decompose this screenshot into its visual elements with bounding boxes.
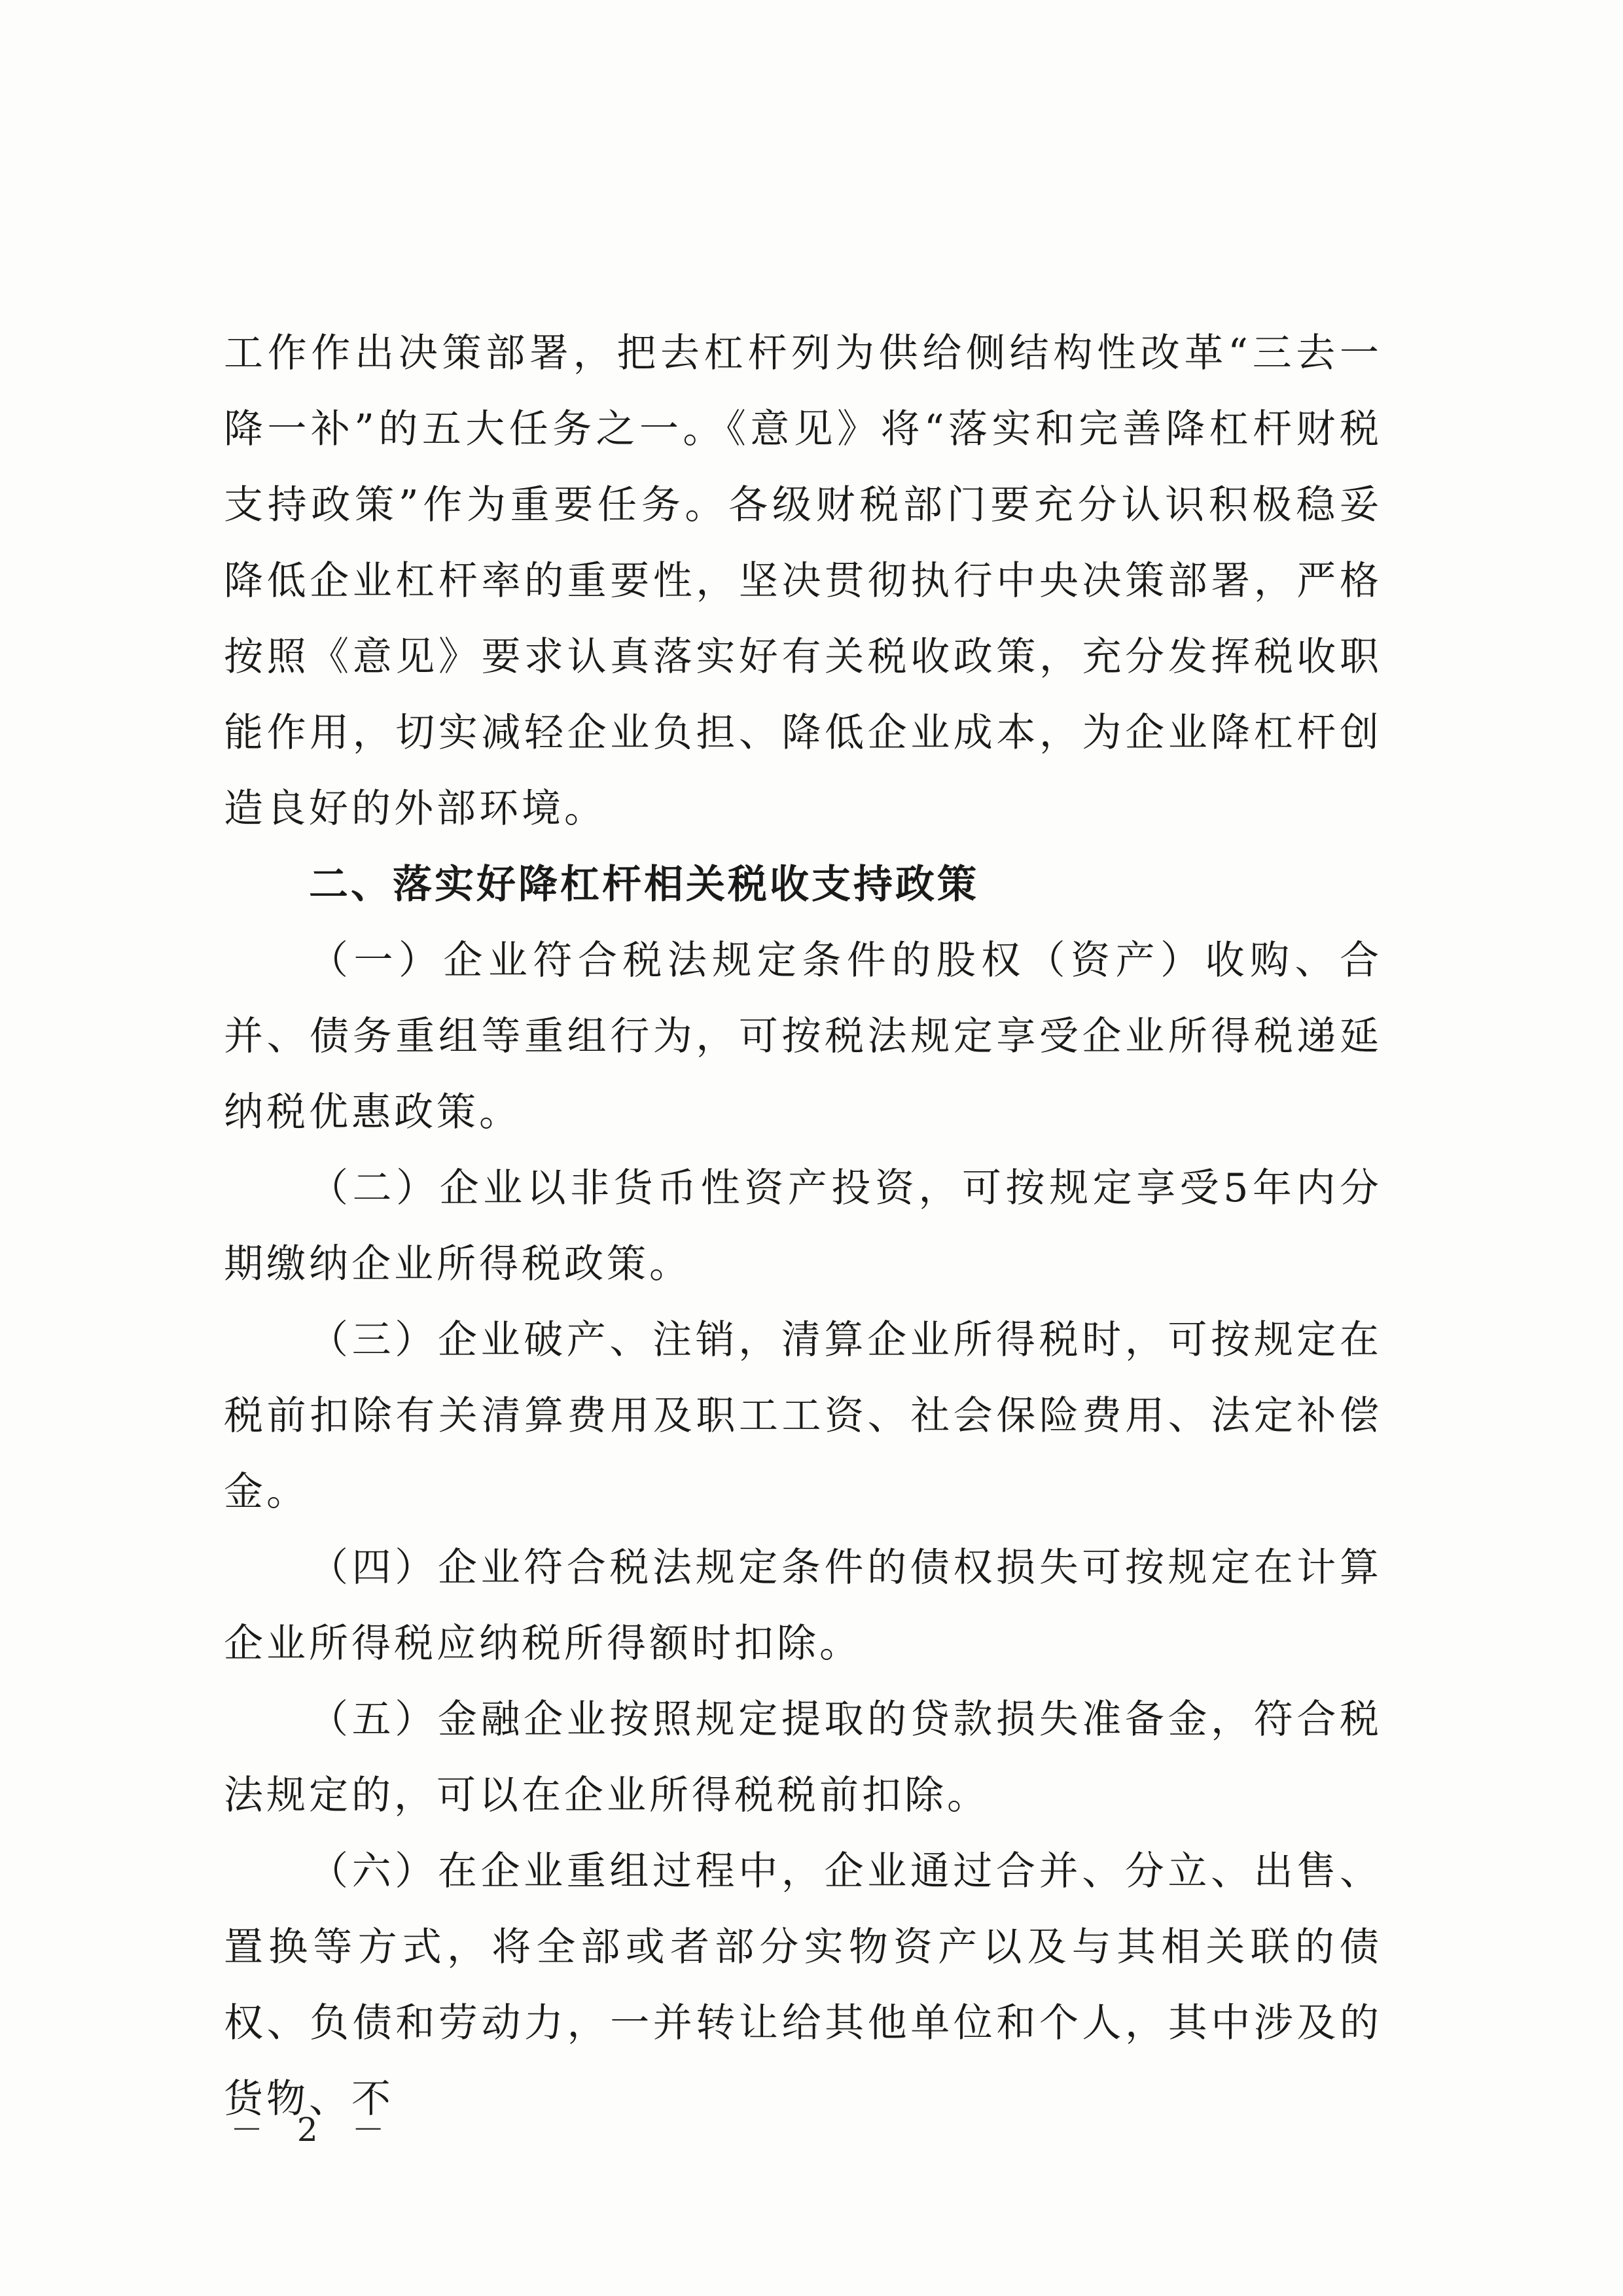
policy-item-6: （六）在企业重组过程中，企业通过合并、分立、出售、置换等方式，将全部或者部分实物资产以及与其相关联的债权、负债和劳动力，一并转让给其他单位和个人，其中涉及的货物、不 bbox=[224, 1848, 1382, 2122]
policy-item-2: （二）企业以非货币性资产投资，可按规定享受5年内分期缴纳企业所得税政策。 bbox=[224, 1165, 1382, 1287]
section-heading: 二、落实好降杠杆相关税收支持政策 bbox=[309, 862, 979, 908]
policy-item-4: （四）企业符合税法规定条件的债权损失可按规定在计算企业所得税应纳税所得额时扣除。 bbox=[224, 1545, 1382, 1667]
document-body bbox=[224, 315, 1382, 2137]
policy-item-3: （三）企业破产、注销，清算企业所得税时，可按规定在税前扣除有关清算费用及职工工资、社会保险费用、法定补偿金。 bbox=[224, 1317, 1382, 1515]
intro-paragraph: 工作作出决策部署，把去杠杆列为供给侧结构性改革“三去一降一补”的五大任务之一。《意见》将“落实和完善降杠杆财税支持政策”作为重要任务。各级财税部门要充分认识积极稳妥降低企业杠杆率的重要性，坚决贯彻执行中央决策部署，严格按照《意见》要求认真落实好有关税收政策，充分发挥税收职能作用，切实减轻企业负担、降低企业成本，为企业降杠杆创造良好的外部环境。 bbox=[224, 330, 1382, 832]
policy-item-1: （一）企业符合税法规定条件的股权（资产）收购、合并、债务重组等重组行为，可按税法规定享受企业所得税递延纳税优惠政策。 bbox=[224, 938, 1382, 1135]
page-number: － 2 － bbox=[230, 2111, 397, 2149]
policy-item-5: （五）金融企业按照规定提取的贷款损失准备金，符合税法规定的，可以在企业所得税税前扣除。 bbox=[224, 1697, 1382, 1818]
